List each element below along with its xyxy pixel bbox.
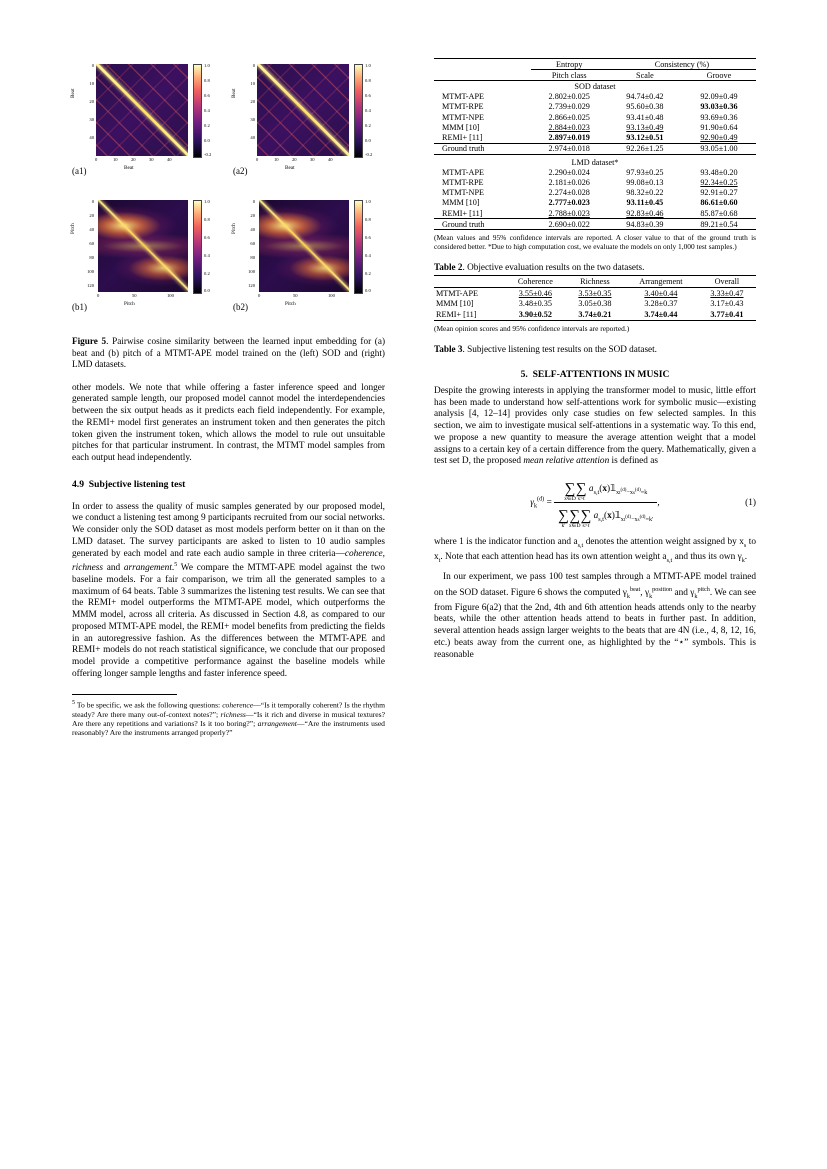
table-2-cell-pitch-class: 2.802±0.025 <box>548 92 590 102</box>
footnote-5 <box>72 699 385 737</box>
heatmap-image-b2 <box>259 200 349 292</box>
table-2-cell-scale: 99.08±0.13 <box>626 178 664 188</box>
para2-part-c: and <box>103 563 124 574</box>
axis-label-y-b1: Pitch <box>70 223 76 234</box>
table-2-model: MMM [10] <box>442 198 480 208</box>
table-2-cell-groove: 93.48±0.20 <box>700 167 738 177</box>
table-row <box>434 188 756 198</box>
colorbar-b2 <box>354 200 363 294</box>
table-2-cell-pitch-class: 2.777±0.023 <box>548 198 590 208</box>
table-2-group-header-row <box>434 59 756 70</box>
footnote-marker: 5 <box>174 562 178 569</box>
colorbar-ticks-b2: 1.0 0.8 0.6 0.4 0.2 0.0 <box>365 199 371 293</box>
table-2-cell-pitch-class: 2.866±0.025 <box>548 112 590 122</box>
footnote-divider <box>72 694 177 695</box>
axis-label-y-a2: Beat <box>231 88 237 98</box>
table-row <box>434 177 756 187</box>
footnote-part-d: —“Are the instruments used reasonably? Are the instruments arranged properly?” <box>72 719 385 738</box>
table-3-header-row <box>434 276 756 288</box>
equation-number: (1) <box>745 497 756 508</box>
table-2-model: MTMT-RPE <box>442 178 484 188</box>
footnote-part-a: To be specific, we ask the following questions: <box>75 700 223 710</box>
table-3-cell-coherence: 3.48±0.35 <box>518 299 552 309</box>
table-2-cell-pitch-class: 2.690±0.022 <box>531 219 608 230</box>
table-row <box>434 309 756 320</box>
table-row <box>434 299 756 310</box>
table-2-group-sod: SOD dataset <box>574 81 616 91</box>
table-3-cell-coherence: 3.90±0.52 <box>505 309 566 320</box>
table-3-cell-richness: 3.53±0.35 <box>578 288 612 298</box>
para2-italic-coherence: coherence <box>344 548 383 559</box>
table-2-cell-groove: 91.90±0.64 <box>700 122 738 132</box>
section-5-number: 5. <box>520 368 528 380</box>
table-3-cell-overall: 3.17±0.43 <box>710 299 744 309</box>
table-row <box>434 198 756 208</box>
panel-tag-b2: (b2) <box>233 302 248 312</box>
table-2-cell-pitch-class: 2.290±0.024 <box>548 167 590 177</box>
para-eq-part-a: where 1 is the indicator function and a <box>434 537 578 548</box>
equation-1: $\gamma_k^{(d)}$ = ∑ x∈D ∑ s>t $a_{s,t}(x)𝟙_{xt^{(d)}-xs^{(d)}=k}$ ∑ k′ ∑ x∈D ∑ s>t $a_{s,t}(x)𝟙_{xt^{(d)}-xs^{(d)}=k'}$ , (1) <box>434 476 756 529</box>
table-2-header-row <box>434 70 756 81</box>
left-column <box>72 58 385 738</box>
table-3-caption-label: Table 3 <box>434 343 463 354</box>
table-2-cell-pitch-class: 2.897±0.019 <box>531 132 608 143</box>
table-2-cell-scale: 94.83±0.39 <box>608 219 682 230</box>
axis-label-y-a1: Beat <box>70 88 76 98</box>
table-2-cell-scale: 97.93±0.25 <box>626 167 664 177</box>
table-2-cell-pitch-class: 2.739±0.029 <box>548 102 590 112</box>
heatmap-image-a2 <box>257 64 349 156</box>
footnote-italic-coherence: coherence <box>222 700 254 710</box>
figure-panel-b2 <box>233 194 385 326</box>
table-3-caption <box>434 344 756 355</box>
colorbar-a1 <box>193 64 202 158</box>
right-column <box>434 58 756 661</box>
table-3-cell-coherence: 3.55±0.46 <box>518 288 552 298</box>
paragraph-listening-test: In order to assess the quality of music samples generated by our proposed model, we conduct a listening test among 9 participants recruited from our social networks. We consider only the SOD dataset as most models perform better on it than on the LMD dataset. The survey participants are asked to listen to 10 audio samples generated by each model and rate each audio sample in three criteria—coherence, richness and arrangement.$^5$ We compare the MTMT-APE model against the two baseline models. For a fair comparison, we trim all the generated samples to a maximum of 64 beats. Table 3 summarizes the listening test results. We can see that the REMI+ model outperforms the MTMT-APE model, which outperforms the MMM model, across all criteria. As discussed in Section 4.8, as compared to our proposed MTMT-APE model, the REMI+ model benefits from predicting the fields in an autoregressive fashion. As the differences between the MTMT-APE and REMI+ models do not reach statistical significance, we conclude that our proposed model provide a competitive performance against the baseline models while offering longer sample lengths and faster inference speed. <box>72 501 386 679</box>
table-2-caption-text: . Objective evaluation results on the two datasets. <box>462 262 645 272</box>
table-row-ground-truth <box>434 143 756 154</box>
table-2-cell-pitch-class: 2.788±0.023 <box>531 208 608 219</box>
footnote-italic-richness: richness <box>220 710 246 720</box>
table-2-cell-scale: 95.60±0.38 <box>626 102 664 112</box>
table-3-cell-arrangement: 3.74±0.44 <box>624 309 698 320</box>
table-3-caption-text: . Subjective listening test results on the SOD dataset. <box>462 343 657 354</box>
table-3-col-richness: Richness <box>566 276 624 288</box>
table-row <box>434 288 756 299</box>
table-2-cell-pitch-class: 2.274±0.028 <box>548 188 590 198</box>
table-row <box>434 102 756 112</box>
para-exp-part-d: . We can see from Figure 6(a2) that the 2nd, 4th and 6th attention heads attends only to the nearby beats, while the other attention heads attend to beats in further past. In addition, several attention heads assign larger weights to the beats that are 4N (i.e., 4, 8, 12, 16, etc.) beats away from the current one, as highlighted by the “⋆” symbols. This is reasonable <box>434 588 756 660</box>
table-2-group-lmd: LMD dataset* <box>571 157 619 167</box>
section-5-title: SELF-ATTENTIONS IN MUSIC <box>532 368 670 380</box>
equation-numerator: ∑ x∈D ∑ s>t $a_{s,t}(x)𝟙_{xt^{(d)}-xs^{(d)}=k}$ <box>554 476 657 503</box>
table-2-cell-groove: 86.61±0.60 <box>700 198 738 208</box>
para2-italic-arrangement: arrangement <box>123 563 172 574</box>
footnote-number: 5 <box>72 700 75 707</box>
equation-denominator: ∑ k′ ∑ x∈D ∑ s>t $a_{s,t}(x)𝟙_{xt^{(d)}-xs^{(d)}=k'}$ <box>558 507 654 529</box>
table-2-caption-label: Table 2 <box>434 262 463 272</box>
table-2-cell-pitch-class: 2.884±0.023 <box>548 122 590 132</box>
table-2-cell-pitch-class: 2.974±0.018 <box>531 143 608 154</box>
table-2-caption <box>434 262 756 273</box>
section-heading-5 <box>434 369 756 380</box>
table-2-note: (Mean values and 95% confidence intervals are reported. A closer value to that of the ground truth is considered better. *Due to high computation cost, we evaluate the models on only 1,000 test samples.) <box>434 233 756 252</box>
axis-label-y-b2: Pitch <box>231 223 237 234</box>
table-3-col-overall: Overall <box>698 276 756 288</box>
table-2-cell-scale: 93.41±0.48 <box>626 112 664 122</box>
axis-label-x-a1: Beat <box>124 165 134 171</box>
table-2-cell-groove: 92.34±0.25 <box>700 178 738 188</box>
section-title: Subjective listening test <box>88 478 186 490</box>
para-exp-part-c: and γ <box>672 588 695 599</box>
para2-part-b: , <box>382 548 385 559</box>
paragraph-self-attention-intro <box>434 386 756 468</box>
paragraph-equation-explanation: where 1 is the indicator function and $a_{s,t}$ denotes the attention weight assigned by $x_s$ to $x_t$. Note that each attention head has its own attention weight $a_{s,t}$ and thus its own $\gamma_k$. <box>434 537 756 564</box>
axis-label-x-a2: Beat <box>285 165 295 171</box>
table-2 <box>434 58 756 230</box>
table-2-cell-groove: 93.03±0.36 <box>700 102 738 112</box>
table-2-model: Ground truth <box>434 143 531 154</box>
table-2-cell-groove: 89.21±0.54 <box>682 219 756 230</box>
footnote-part-b: —“Is it temporally coherent? Is the rhythm steady? Are there many out-of-context notes?”; <box>72 700 385 720</box>
section-heading-4-9 <box>72 479 385 490</box>
para-intro-part-b: is defined as <box>609 456 659 467</box>
table-2-cell-scale: 93.11±0.45 <box>626 198 664 208</box>
table-2-cell-groove: 93.05±1.00 <box>682 143 756 154</box>
axis-x-b2: 0 50 100 <box>258 293 335 298</box>
table-2-cell-groove: 92.91±0.27 <box>700 188 738 198</box>
paragraph-other-models: other models. We note that while offering a faster inference speed and longer generated sample length, our proposed model cannot model the interdependencies between the six output heads as it predicts each field independently. For example, the REMI+ model first generates an instrument token and then generates the pitch token given the instrument token, which allows the model to rule out unsuitable pitches for that particular instrument. In contrast, the MTMT model samples from each output head independently. <box>72 382 385 463</box>
para-exp-part-a: In our experiment, we pass 100 test samples through a MTMT-APE model trained on the SOD dataset. Figure 6 shows the computed γ <box>434 572 756 599</box>
colorbar-ticks-b1: 1.0 0.8 0.6 0.4 0.2 0.0 <box>204 199 210 293</box>
axis-y-a2: 0 10 20 30 40 <box>250 63 255 140</box>
paragraph-experiment: In our experiment, we pass 100 test samples through a MTMT-APE model trained on the SOD dataset. Figure 6 shows the computed $\gamma_k^{beat}$, $\gamma_k^{position}$ and $\gamma_k^{pitch}$. We can see from Figure 6(a2) that the 2nd, 4th and 6th attention heads attends only to the nearby beats, while the other attention heads attend to beats in further past. In addition, several attention heads assign larger weights to the beats that are 4N (i.e., 4, 8, 12, 16, etc.) beats away from the current one, as highlighted by the “⋆” symbols. This is reasonable <box>434 572 756 660</box>
colorbar-a2 <box>354 64 363 158</box>
table-3 <box>434 275 756 320</box>
table-3-cell-richness: 3.74±0.21 <box>566 309 624 320</box>
table-2-model: MTMT-APE <box>442 167 485 177</box>
heatmap-a2 <box>257 64 349 156</box>
table-2-cell-groove: 85.87±0.68 <box>682 208 756 219</box>
table-2-group-label-row <box>434 154 756 167</box>
table-2-cell-groove: 93.69±0.36 <box>700 112 738 122</box>
table-row <box>434 167 756 177</box>
table-2-cell-groove: 92.09±0.49 <box>700 92 738 102</box>
table-2-col-groove: Groove <box>682 70 756 81</box>
table-2-model: MTMT-NPE <box>442 188 485 198</box>
axis-y-b2: 0 20 40 60 80 100 120 <box>248 199 255 288</box>
figure-5-caption-text: . Pairwise cosine similarity between the learned input embedding for (a) beat and (b) pitch of a MTMT-APE model trained on the (left) SOD and (right) LMD datasets. <box>72 336 385 370</box>
heatmap-a1 <box>96 64 188 156</box>
table-2-model: Ground truth <box>434 219 531 230</box>
para-intro-italic: mean relative attention <box>523 456 610 467</box>
figure-panel-a2 <box>233 58 385 190</box>
colorbar-b1 <box>193 200 202 294</box>
panel-tag-b1: (b1) <box>72 302 87 312</box>
para-eq-part-b: denotes the attention weight assigned by x <box>583 537 744 548</box>
table-3-note: (Mean opinion scores and 95% confidence intervals are reported.) <box>434 323 630 333</box>
para2-part-a: In order to assess the quality of music samples generated by our proposed model, we conduct a listening test among 9 participants recruited from our social networks. We consider only the SOD dataset as most models perform better on it than on the LMD dataset. The survey participants are asked to listen to 10 audio samples generated by each model and rate each audio sample in three criteria— <box>72 501 385 559</box>
axis-label-x-b1: Pitch <box>124 301 135 307</box>
table-3-cell-overall: 3.77±0.41 <box>698 309 756 320</box>
panel-tag-a2: (a2) <box>233 166 248 176</box>
figure-5-row-a <box>72 58 385 190</box>
table-row <box>434 208 756 219</box>
table-2-cell-scale: 92.26±1.25 <box>608 143 682 154</box>
axis-x-b1: 0 50 100 <box>97 293 174 298</box>
figure-5-caption-label: Figure 5 <box>72 336 107 346</box>
figure-panel-a1 <box>72 58 224 190</box>
heatmap-b2 <box>259 200 349 292</box>
table-2-group-consistency: Consistency (%) <box>608 59 756 70</box>
axis-label-x-b2: Pitch <box>285 301 296 307</box>
colorbar-ticks-a2: 1.0 0.8 0.6 0.4 0.2 0.0 -0.2 <box>365 63 373 157</box>
table-2-model: MMM [10] <box>442 122 480 132</box>
table-row <box>434 92 756 102</box>
table-3-cell-arrangement: 3.40±0.44 <box>644 288 678 298</box>
table-3-col-coherence: Coherence <box>505 276 566 288</box>
para-eq-part-e: and thus its own γ <box>672 551 742 562</box>
table-3-model: MMM [10] <box>436 299 474 309</box>
para-exp-part-b: , γ <box>640 588 650 599</box>
figure-panel-b1 <box>72 194 224 326</box>
table-3-model: MTMT-APE <box>436 288 479 298</box>
axis-x-a1: 0 10 20 30 40 <box>95 157 172 162</box>
equation-fraction <box>554 476 657 529</box>
table-2-cell-scale: 92.83±0.46 <box>608 208 682 219</box>
table-3-col-arrangement: Arrangement <box>624 276 698 288</box>
table-2-cell-groove: 92.90±0.49 <box>682 132 756 143</box>
table-3-cell-arrangement: 3.28±0.37 <box>644 299 678 309</box>
table-row-ground-truth <box>434 219 756 230</box>
table-2-col-scale: Scale <box>608 70 682 81</box>
footnote-italic-arrangement: arrangement <box>257 719 297 729</box>
table-2-model: REMI+ [11] <box>434 208 531 219</box>
para-eq-part-c: to x <box>434 537 756 562</box>
para2-italic-richness: richness <box>72 563 103 574</box>
table-2-cell-scale: 94.74±0.42 <box>626 92 664 102</box>
table-2-cell-scale: 98.32±0.22 <box>626 188 664 198</box>
heatmap-b1 <box>98 200 188 292</box>
table-row <box>434 112 756 122</box>
table-2-group-label-row <box>434 81 756 92</box>
table-3-cell-overall: 3.33±0.47 <box>710 288 744 298</box>
table-2-model: MTMT-APE <box>442 92 485 102</box>
heatmap-image-b1 <box>98 200 188 292</box>
axis-x-a2: 0 10 20 30 40 <box>256 157 333 162</box>
figure-5 <box>72 58 385 371</box>
figure-5-row-b <box>72 194 385 326</box>
table-2-model: MTMT-NPE <box>442 112 485 122</box>
table-3-model: REMI+ [11] <box>434 309 505 320</box>
table-row <box>434 132 756 143</box>
table-2-cell-scale: 93.13±0.49 <box>626 122 664 132</box>
panel-tag-a1: (a1) <box>72 166 87 176</box>
para-eq-part-d: . Note that each attention head has its own attention weight a <box>440 551 667 562</box>
para-intro-part-a: Despite the growing interests in applying the transformer model to music, little effort has been made to understand how self-attentions work for symbolic music—existing analysis [4, 12–14] provides only case studies on few selected samples. In this section, we aim to investigate musical self-attentions in a systematic way. To this end, we propose a new quantity to measure the average attention weight that a model assigns to a certain key of a certain difference from the query. Mathematically, given a test set D, the proposed <box>434 385 756 467</box>
figure-5-caption <box>72 336 385 371</box>
table-2-model: MTMT-RPE <box>442 102 484 112</box>
heatmap-image-a1 <box>96 64 188 156</box>
axis-y-b1: 0 20 40 60 80 100 120 <box>87 199 94 288</box>
table-row <box>434 122 756 132</box>
table-2-model: REMI+ [11] <box>434 132 531 143</box>
table-2-cell-pitch-class: 2.181±0.026 <box>548 178 590 188</box>
axis-y-a1: 0 10 20 30 40 <box>89 63 94 140</box>
para-eq-part-f: . <box>744 551 748 562</box>
table-2-group-entropy: Entropy <box>531 59 608 70</box>
footnote-part-c: —“Is it rich and diverse in musical textures? Are there any repetitions and variations? Is it too boring?”; <box>72 710 385 729</box>
section-number: 4.9 <box>72 478 84 490</box>
table-2-cell-scale: 93.12±0.51 <box>608 132 682 143</box>
para2-part-d: We compare the MTMT-APE model against the two baseline models. For a fair comparison, we trim all the generated samples to a maximum of 64 beats. Table 3 summarizes the listening test results. We can see that the REMI+ model outperforms the MTMT-APE model, which outperforms the MMM model, across all criteria. As discussed in Section 4.8, as compared to our proposed MTMT-APE model, the REMI+ model benefits from predicting the fields in an autoregressive fashion. As the differences between the MTMT-APE and REMI+ models do not reach statistical significance, we conclude that our proposed model provide a competitive performance against the baseline models while offering longer sample lengths and faster inference speed. <box>72 563 386 679</box>
table-3-cell-richness: 3.05±0.38 <box>578 299 612 309</box>
table-2-col-pitch-class: Pitch class <box>531 70 608 81</box>
colorbar-ticks-a1: 1.0 0.8 0.6 0.4 0.2 0.0 -0.2 <box>204 63 212 157</box>
